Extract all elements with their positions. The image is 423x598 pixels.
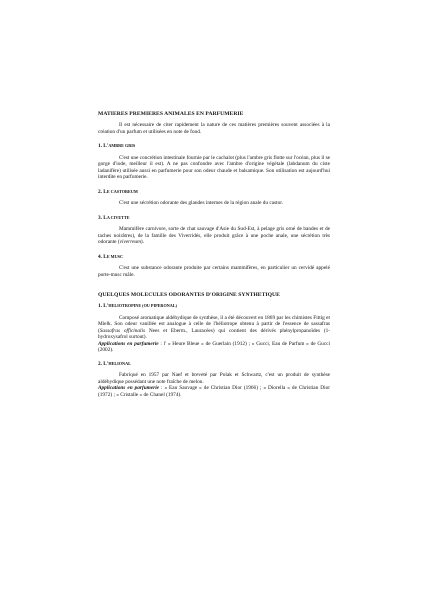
applications-text: : l' « Heure Bleue » de Guerlain (1912) ; « Gucci, Eau de Parfum » de Gucci (2002).: [98, 340, 330, 353]
subheading-ambre-gris: [98, 143, 330, 150]
subheading-title: HELIONAL: [108, 360, 131, 366]
subheading-number: 1. L': [98, 143, 109, 149]
applications-heliotropine: [98, 341, 330, 354]
subheading-heliotropine: [98, 303, 330, 310]
subheading-number: 4. L: [98, 253, 107, 260]
paragraph-helional: Fabriqué en 1957 par Naef et breveté par Polak et Schwartz, c'est un produit de synthèse aldéhydique possédant une note fraîche de melon.: [98, 372, 330, 385]
applications-helional: [98, 385, 330, 398]
section-heading-animal-materials: MATIERES PREMIERES ANIMALES EN PARFUMERIE: [98, 111, 244, 117]
italic-term: Sassafras officinalis: [99, 327, 146, 334]
paragraph-civette: [98, 226, 330, 246]
subheading-title: A CIVETTE: [106, 214, 130, 220]
applications-label: Applications en parfumerie: [98, 385, 160, 391]
subheading-civette: [98, 215, 330, 222]
paragraph-heliotropine: [98, 315, 330, 341]
paragraph-musc: C'est une substance odorante produite par certains mammifères, en particulier un cervidé appelé porte-musc mâle.: [98, 265, 330, 278]
section-heading-synthetic-molecules: QUELQUES MOLECULES ODORANTES D'ORIGINE SYNTHETIQUE: [98, 292, 280, 298]
subheading-castoreum: [98, 189, 330, 196]
text-run: ).: [140, 239, 144, 245]
italic-term: viverreum: [119, 239, 141, 245]
subheading-number: 2. L: [98, 188, 107, 195]
applications-label: Applications en parfumerie: [98, 340, 159, 347]
subheading-title: E MUSC: [106, 253, 124, 259]
subheading-number: 2. L': [98, 360, 109, 367]
applications-text: : « Eau Sauvage » de Christian Dior (1966) ; « Diorella » de Christian Dior (1972) ; « Cristalle » de Chanel (1974).: [98, 385, 330, 398]
text-run: Composé aromatique aldéhydique de synthèse, il a été découvert en 1869 par les chimistes Fittig et Mielk. Son odeur vanillée est analogue à celle de l'héliotrope obtenu à partir de l'essence de sassafras (: [98, 314, 330, 334]
subheading-title: AMBRE GRIS: [108, 143, 136, 148]
text-run: Mammifère carnivore, sorte de chat sauvage d'Asie du Sud-Est, à pelage gris orné de bandes et de taches noirâtres), de la famille des Viverridés, elle produit grâce à une poche anale, une sécrétion très odorante (: [98, 226, 330, 245]
subheading-title: HELIOTROPINE (OU PIPERONAL): [108, 303, 177, 308]
page-content: [98, 111, 330, 406]
paragraph-castoreum: C'est une sécrétion odorante des glandes internes de la région anale du castor.: [119, 200, 284, 206]
paragraph-ambre-gris: C'est une concrétion intestinale fournie par le cachalot (plus l'ambre gris flotte sur l'océan, plus il se gorge d'iode, meilleur il est). A ne pas confondre avec l'ambre d'origine végétale (labdanum du ciste ladanifère) utilisée aussi en parfumerie pour son odeur chaude et balsamique. Son utilisation est aujourd'hui interdite en parfumerie.: [98, 154, 330, 180]
section-intro: Il est nécessaire de citer rapidement la nature de ces matières premières souvent associées à la création d'un parfum et utilisées en note de fond.: [98, 122, 330, 135]
subheading-number: 1. L': [98, 303, 109, 309]
subheading-helional: [98, 361, 330, 368]
text-run: Nees et Eberm., Lauracées) qui contient des dérivés phénylpropanoïdes (1-hydroxysafrol surtout).: [98, 327, 330, 340]
subheading-title: E CASTOREUM: [106, 188, 138, 194]
subheading-musc: [98, 254, 330, 261]
subheading-number: 3. L: [98, 214, 107, 221]
